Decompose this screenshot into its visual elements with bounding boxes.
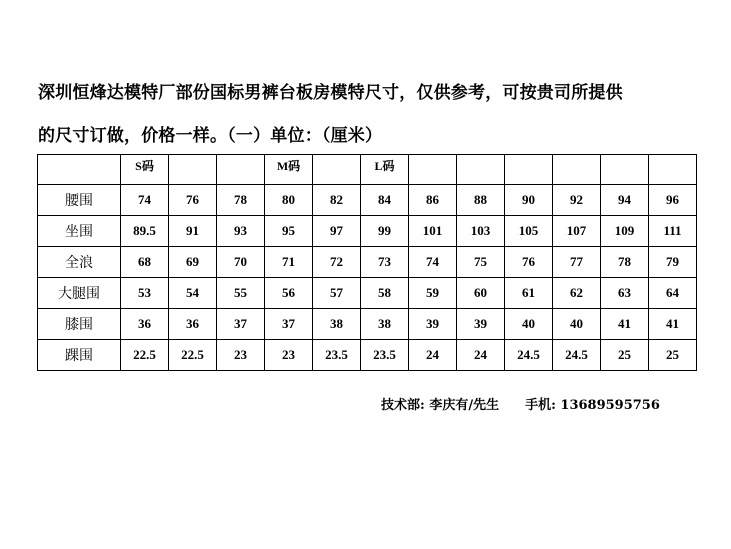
measurement-cell: 71 <box>265 247 313 278</box>
measurement-cell: 64 <box>649 278 697 309</box>
measurement-cell: 101 <box>409 216 457 247</box>
measurement-cell: 58 <box>361 278 409 309</box>
phone-contact: 手机: 13689595756 <box>525 398 660 413</box>
measurement-cell: 109 <box>601 216 649 247</box>
measurement-cell: 103 <box>457 216 505 247</box>
title-line-2: 的尺寸订做，价格一样。（一）单位：（厘米） <box>38 126 383 146</box>
measurement-cell: 84 <box>361 185 409 216</box>
size-header-cell <box>649 155 697 185</box>
measurement-cell: 24 <box>409 340 457 371</box>
table-row <box>38 185 697 216</box>
row-label: 膝围 <box>38 309 121 340</box>
measurement-cell: 78 <box>217 185 265 216</box>
measurement-cell: 40 <box>553 309 601 340</box>
size-header-cell: M码 <box>265 155 313 185</box>
measurement-cell: 54 <box>169 278 217 309</box>
measurement-cell: 95 <box>265 216 313 247</box>
measurement-cell: 22.5 <box>169 340 217 371</box>
size-header-cell <box>505 155 553 185</box>
title-line-1: 深圳恒烽达模特厂部份国标男裤台板房模特尺寸，仅供参考，可按贵司所提供 <box>38 83 623 103</box>
tech-dept-contact: 技术部: 李庆有/先生 <box>381 398 500 413</box>
measurement-cell: 24.5 <box>505 340 553 371</box>
measurement-cell: 39 <box>409 309 457 340</box>
measurement-cell: 25 <box>601 340 649 371</box>
measurement-cell: 92 <box>553 185 601 216</box>
measurement-cell: 79 <box>649 247 697 278</box>
measurement-cell: 56 <box>265 278 313 309</box>
size-header-cell: S码 <box>121 155 169 185</box>
measurement-cell: 60 <box>457 278 505 309</box>
measurement-cell: 107 <box>553 216 601 247</box>
size-header-cell <box>217 155 265 185</box>
measurement-cell: 41 <box>649 309 697 340</box>
measurement-cell: 37 <box>217 309 265 340</box>
table-row <box>38 216 697 247</box>
measurement-cell: 24 <box>457 340 505 371</box>
size-header-cell <box>169 155 217 185</box>
measurement-cell: 88 <box>457 185 505 216</box>
size-header-cell <box>553 155 601 185</box>
measurement-cell: 55 <box>217 278 265 309</box>
size-header-cell: L码 <box>361 155 409 185</box>
measurement-cell: 93 <box>217 216 265 247</box>
measurement-cell: 80 <box>265 185 313 216</box>
measurement-cell: 78 <box>601 247 649 278</box>
measurement-cell: 74 <box>409 247 457 278</box>
measurement-cell: 23 <box>265 340 313 371</box>
measurement-cell: 23.5 <box>361 340 409 371</box>
measurement-cell: 94 <box>601 185 649 216</box>
measurement-cell: 82 <box>313 185 361 216</box>
measurement-cell: 68 <box>121 247 169 278</box>
measurement-cell: 38 <box>361 309 409 340</box>
size-header-cell <box>457 155 505 185</box>
measurement-cell: 72 <box>313 247 361 278</box>
measurement-cell: 23 <box>217 340 265 371</box>
table-row <box>38 278 697 309</box>
measurement-cell: 90 <box>505 185 553 216</box>
measurement-cell: 23.5 <box>313 340 361 371</box>
measurement-cell: 24.5 <box>553 340 601 371</box>
size-header-row <box>38 155 697 185</box>
measurement-cell: 73 <box>361 247 409 278</box>
measurement-cell: 69 <box>169 247 217 278</box>
table-row <box>38 247 697 278</box>
measurement-cell: 38 <box>313 309 361 340</box>
size-header-cell <box>313 155 361 185</box>
measurement-cell: 37 <box>265 309 313 340</box>
measurement-cell: 25 <box>649 340 697 371</box>
measurement-cell: 41 <box>601 309 649 340</box>
measurement-cell: 86 <box>409 185 457 216</box>
table-row <box>38 340 697 371</box>
measurement-cell: 70 <box>217 247 265 278</box>
measurement-cell: 91 <box>169 216 217 247</box>
measurement-cell: 77 <box>553 247 601 278</box>
table-row <box>38 309 697 340</box>
measurement-cell: 59 <box>409 278 457 309</box>
row-label: 踝围 <box>38 340 121 371</box>
measurement-cell: 39 <box>457 309 505 340</box>
measurement-cell: 89.5 <box>121 216 169 247</box>
measurement-cell: 111 <box>649 216 697 247</box>
measurement-cell: 76 <box>169 185 217 216</box>
measurement-cell: 105 <box>505 216 553 247</box>
measurement-cell: 57 <box>313 278 361 309</box>
row-label: 腰围 <box>38 185 121 216</box>
measurement-cell: 97 <box>313 216 361 247</box>
measurement-cell: 63 <box>601 278 649 309</box>
measurement-cell: 62 <box>553 278 601 309</box>
row-label: 坐围 <box>38 216 121 247</box>
size-header-cell <box>409 155 457 185</box>
measurement-cell: 96 <box>649 185 697 216</box>
measurement-cell: 76 <box>505 247 553 278</box>
size-header-cell <box>601 155 649 185</box>
row-label: 大腿围 <box>38 278 121 309</box>
size-table <box>37 154 697 371</box>
measurement-cell: 53 <box>121 278 169 309</box>
measurement-cell: 36 <box>121 309 169 340</box>
contact-info <box>381 394 660 413</box>
row-label: 全浪 <box>38 247 121 278</box>
measurement-cell: 36 <box>169 309 217 340</box>
corner-cell <box>38 155 121 185</box>
measurement-cell: 74 <box>121 185 169 216</box>
measurement-cell: 75 <box>457 247 505 278</box>
measurement-cell: 40 <box>505 309 553 340</box>
measurement-cell: 22.5 <box>121 340 169 371</box>
measurement-cell: 99 <box>361 216 409 247</box>
measurement-cell: 61 <box>505 278 553 309</box>
